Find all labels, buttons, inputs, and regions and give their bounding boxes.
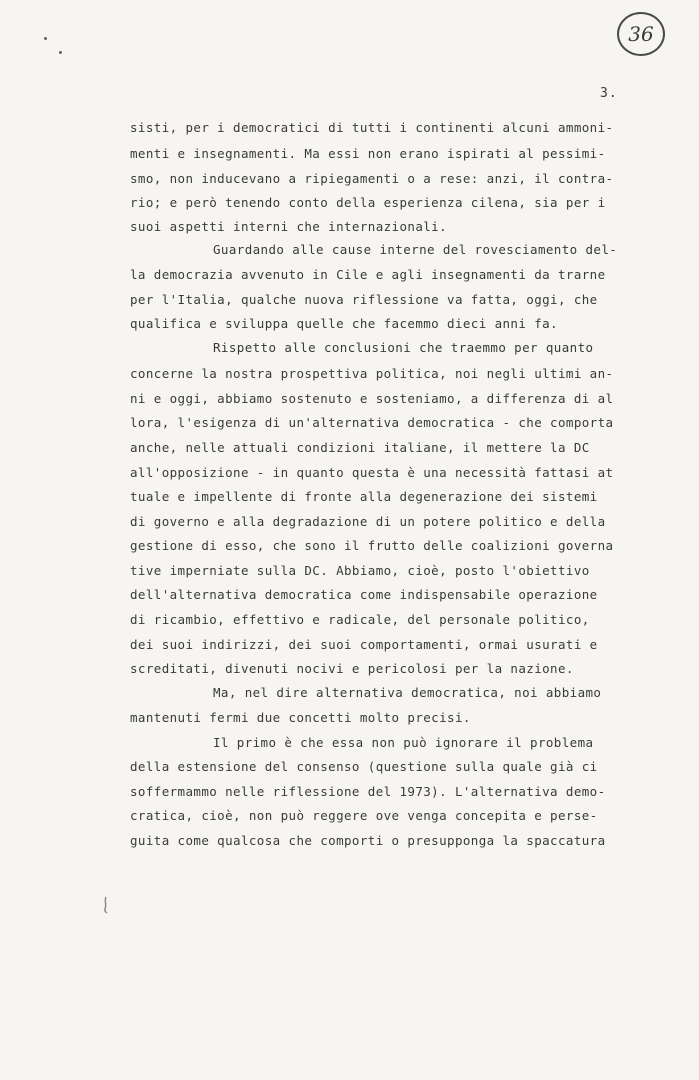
text-line: ni e oggi, abbiamo sostenuto e sosteniamo, a differenza di al: [130, 391, 614, 406]
text-line: soffermammo nelle riflessione del 1973). L'alternativa demo-: [130, 784, 606, 799]
text-line: Rispetto alle conclusioni che traemmo per quanto: [213, 340, 594, 355]
text-line: la democrazia avvenuto in Cile e agli insegnamenti da trarne: [130, 267, 606, 282]
text-line: smo, non inducevano a ripiegamenti o a rese: anzi, il contra-: [130, 171, 614, 186]
text-line: di governo e alla degradazione di un potere politico e della: [130, 514, 606, 529]
text-line: menti e insegnamenti. Ma essi non erano ispirati al pessimi-: [130, 146, 606, 161]
text-line: guita come qualcosa che comporti o presupponga la spaccatura: [130, 833, 606, 848]
text-line: Il primo è che essa non può ignorare il problema: [213, 735, 594, 750]
text-line: rio; e però tenendo conto della esperienza cilena, sia per i: [130, 195, 606, 210]
text-line: anche, nelle attuali condizioni italiane, il mettere la DC: [130, 440, 590, 455]
text-line: di ricambio, effettivo e radicale, del personale politico,: [130, 612, 590, 627]
text-line: qualifica e sviluppa quelle che facemmo dieci anni fa.: [130, 316, 558, 331]
text-line: Ma, nel dire alternativa democratica, noi abbiamo: [213, 685, 602, 700]
pencil-mark: [103, 896, 109, 914]
text-line: suoi aspetti interni che internazionali.: [130, 219, 448, 234]
archive-stamp: 36: [617, 12, 665, 56]
text-line: concerne la nostra prospettiva politica, noi negli ultimi an-: [130, 366, 614, 381]
text-line: tive imperniate sulla DC. Abbiamo, cioè, posto l'obiettivo: [130, 563, 590, 578]
text-line: all'opposizione - in quanto questa è una necessità fattasi at: [130, 465, 614, 480]
text-line: dell'alternativa democratica come indispensabile operazione: [130, 587, 598, 602]
text-line: screditati, divenuti nocivi e pericolosi per la nazione.: [130, 661, 574, 676]
text-line: lora, l'esigenza di un'alternativa democratica - che comporta: [130, 415, 614, 430]
text-line: Guardando alle cause interne del rovesciamento del-: [213, 242, 618, 257]
text-line: cratica, cioè, non può reggere ove venga concepita e perse-: [130, 808, 598, 823]
text-line: sisti, per i democratici di tutti i continenti alcuni ammoni-: [130, 120, 614, 135]
text-line: per l'Italia, qualche nuova riflessione va fatta, oggi, che: [130, 292, 598, 307]
speck: [44, 37, 47, 40]
text-line: dei suoi indirizzi, dei suoi comportamenti, ormai usurati e: [130, 637, 598, 652]
text-line: gestione di esso, che sono il frutto delle coalizioni governa: [130, 538, 614, 553]
text-line: della estensione del consenso (questione sulla quale già ci: [130, 759, 598, 774]
text-line: tuale e impellente di fronte alla degenerazione dei sistemi: [130, 489, 598, 504]
page-number: 3.: [600, 86, 618, 101]
speck: [59, 51, 62, 54]
text-line: mantenuti fermi due concetti molto precisi.: [130, 710, 471, 725]
